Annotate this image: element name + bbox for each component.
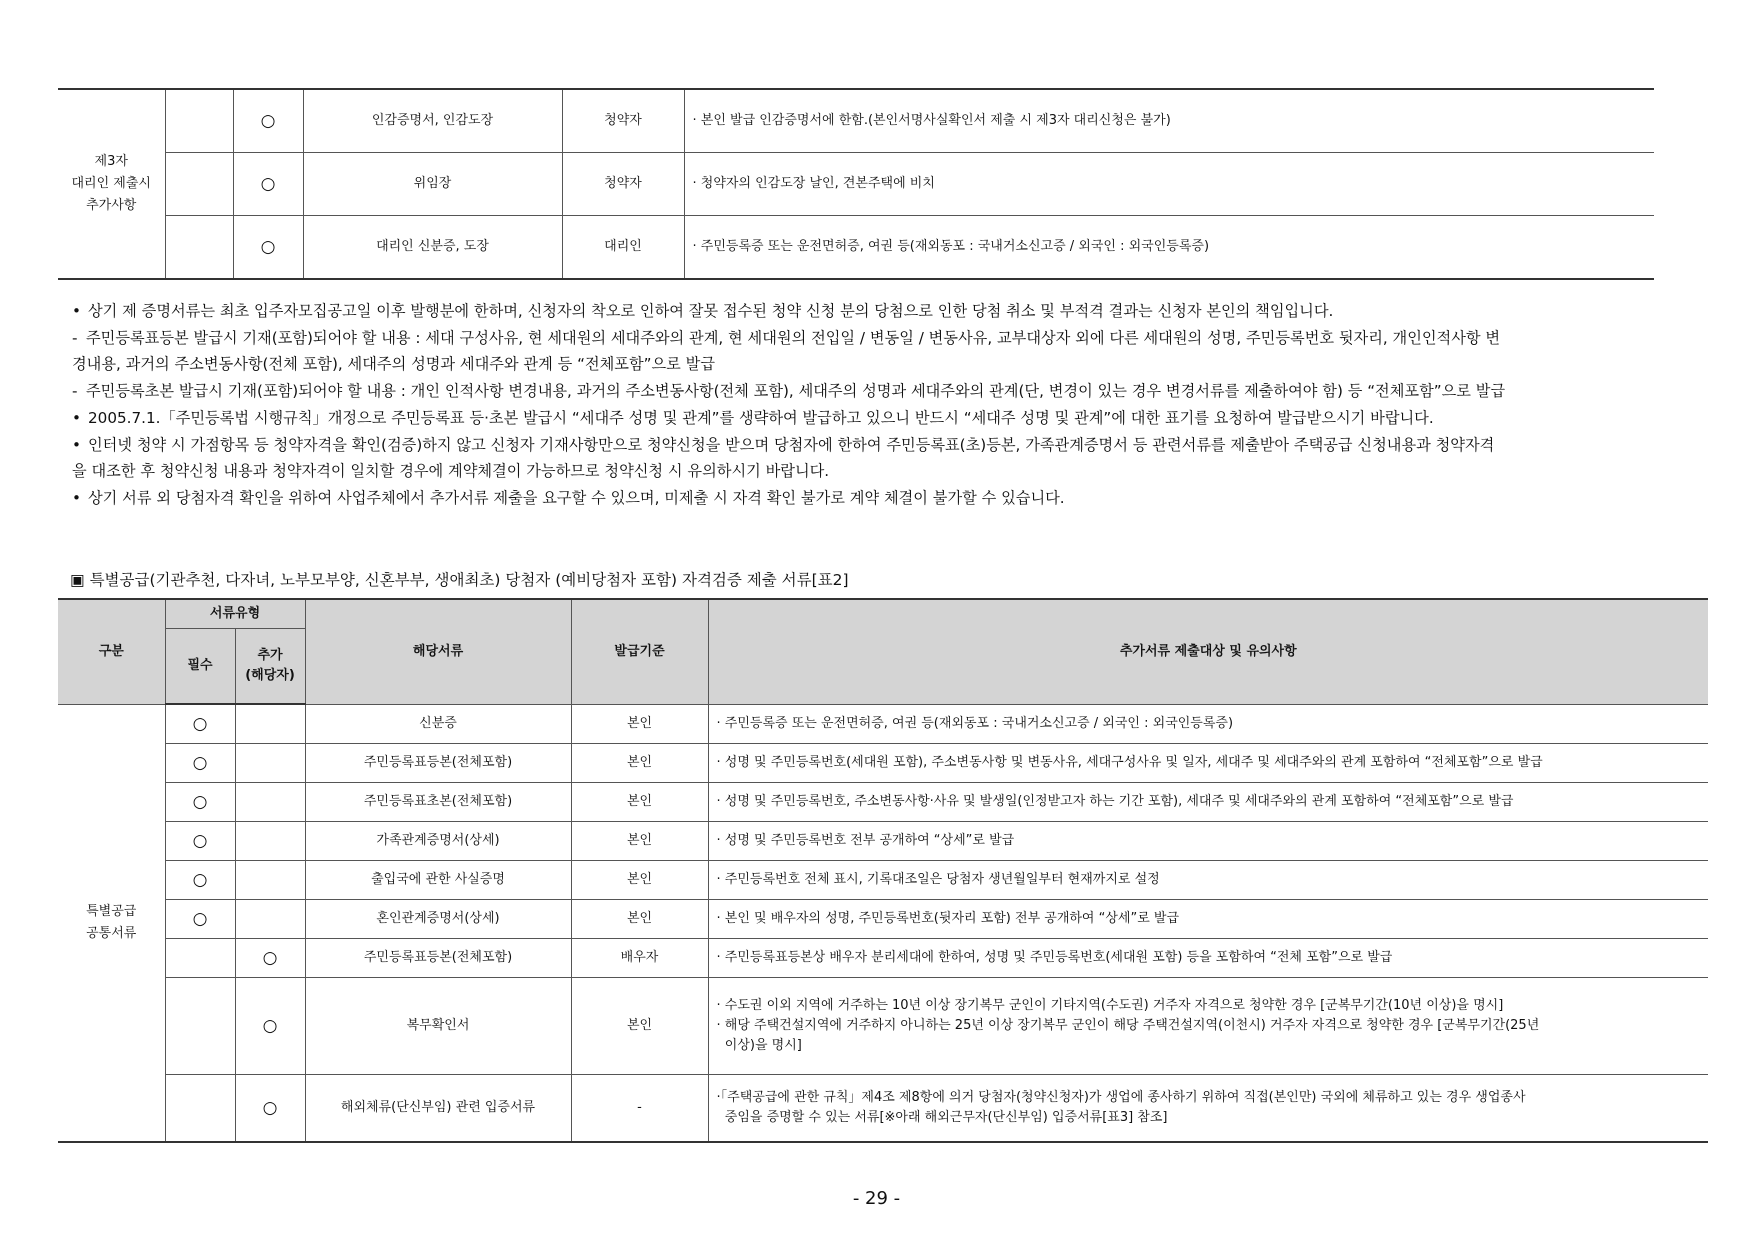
note-text: 상기 제 증명서류는 최초 입주자모집공고일 이후 발행분에 한하며, 신청자의 착오로 인하여 잘못 접수된 청약 신청 분의 당첨으로 인한 당첨 취소 및 부적격 결과는 신청자 본인의 책임입니다. — [88, 302, 1334, 320]
document-name: 복무확인서 — [305, 978, 571, 1075]
note: · 성명 및 주민등록번호(세대원 포함), 주소변동사항 및 변동사유, 세대구성사유 및 일자, 세대주 및 세대주와의 관계 포함하여 “전체포함”으로 발급 — [708, 744, 1708, 783]
additional-mark — [235, 783, 305, 822]
required-mark: ○ — [165, 861, 235, 900]
table-row — [58, 1075, 1708, 1143]
note-item — [72, 378, 1712, 405]
note-item — [72, 405, 1712, 432]
additional-mark: ○ — [233, 89, 303, 153]
required-mark: ○ — [165, 822, 235, 861]
document-name: 주민등록표등본(전체포함) — [305, 744, 571, 783]
header-issuer: 발급기준 — [571, 599, 708, 704]
note: · 주민등록증 또는 운전면허증, 여권 등(재외동포 : 국내거소신고증 / 외국인 : 외국인등록증) — [708, 704, 1708, 744]
issuer: 본인 — [571, 783, 708, 822]
header-additional: 추가 (해당자) — [235, 629, 305, 705]
note-text: 2005.7.1.「주민등록법 시행규칙」개정으로 주민등록표 등·초본 발급시 “세대주 성명 및 관계”를 생략하여 발급하고 있으니 반드시 “세대주 성명 및 관계”에 대한 표기를 요청하여 발급받으시기 바랍니다. — [88, 408, 1434, 427]
required-mark — [165, 216, 233, 280]
table-row — [58, 89, 1654, 153]
table-row — [58, 783, 1708, 822]
additional-mark — [235, 861, 305, 900]
issuer: 청약자 — [562, 89, 684, 153]
table-row — [58, 744, 1708, 783]
document-name: 신분증 — [305, 704, 571, 744]
note: · 수도권 이외 지역에 거주하는 10년 이상 장기복무 군인이 기타지역(수도권) 거주자 자격으로 청약한 경우 [군복무기간(10년 이상)을 명시] · 해당 주택건설지역에 거주하지 아니하는 25년 이상 장기복무 군인이 해당 주택건설지역(이천시) 거주자 자격으로 청약한 경우 [군복무기간(25년 이상)을 명시] — [708, 978, 1708, 1075]
note-text: 을 대조한 후 청약신청 내용과 청약자격이 일치할 경우에 계약체결이 가능하므로 청약신청 시 유의하시기 바랍니다. — [72, 462, 830, 481]
additional-mark: ○ — [233, 216, 303, 280]
note-continuation — [72, 458, 1712, 485]
additional-mark — [235, 744, 305, 783]
document-name: 대리인 신분증, 도장 — [303, 216, 562, 280]
note-item — [72, 325, 1712, 352]
section-title: ▣ 특별공급(기관추천, 다자녀, 노부모부양, 신혼부부, 생애최초) 당첨자 (예비당첨자 포함) 자격검증 제출 서류[표2] — [70, 571, 849, 589]
note: · 본인 및 배우자의 성명, 주민등록번호(뒷자리 포함) 전부 공개하여 “상세”로 발급 — [708, 900, 1708, 939]
table-row — [58, 939, 1708, 978]
additional-mark — [235, 822, 305, 861]
note-text: 상기 서류 외 당첨자격 확인을 위하여 사업주체에서 추가서류 제출을 요구할 수 있으며, 미제출 시 자격 확인 불가로 계약 체결이 불가할 수 있습니다. — [88, 488, 1065, 507]
note-continuation — [72, 351, 1712, 378]
required-mark: ○ — [165, 704, 235, 744]
header-category: 구분 — [58, 599, 165, 704]
bullet: - — [72, 382, 78, 401]
note: · 성명 및 주민등록번호, 주소변동사항·사유 및 발생일(인정받고자 하는 기간 포함), 세대주 및 세대주와의 관계 포함하여 “전체포함”으로 발급 — [708, 783, 1708, 822]
note: · 주민등록번호 전체 표시, 기록대조일은 당첨자 생년월일부터 현재까지로 설정 — [708, 861, 1708, 900]
additional-mark: ○ — [235, 978, 305, 1075]
issuer: - — [571, 1075, 708, 1143]
bullet: • — [72, 408, 81, 427]
note-text: 인터넷 청약 시 가점항목 등 청약자격을 확인(검증)하지 않고 신청자 기재사항만으로 청약신청을 받으며 당첨자에 한하여 주민등록표(초)등본, 가족관계증명서 등 관련서류를 제출받아 주택공급 신청내용과 청약자격 — [88, 435, 1495, 454]
note-item — [72, 432, 1712, 459]
header-document: 해당서류 — [305, 599, 571, 704]
header-doc-type: 서류유형 — [165, 599, 305, 629]
additional-mark: ○ — [235, 939, 305, 978]
required-mark — [165, 939, 235, 978]
document-name: 가족관계증명서(상세) — [305, 822, 571, 861]
issuer: 본인 — [571, 744, 708, 783]
required-mark — [165, 978, 235, 1075]
note-text: 주민등록표등본 발급시 기재(포함)되어야 할 내용 : 세대 구성사유, 현 세대원의 세대주와의 관계, 현 세대원의 전입일 / 변동일 / 변동사유, 교부대상자 외에 다른 세대원의 성명, 주민등록번호 뒷자리, 개인인적사항 변 — [86, 328, 1501, 347]
table-row — [58, 900, 1708, 939]
issuer: 배우자 — [571, 939, 708, 978]
additional-mark: ○ — [233, 153, 303, 216]
required-mark — [165, 153, 233, 216]
required-mark — [165, 89, 233, 153]
proxy-documents-table — [58, 88, 1654, 280]
document-name: 위임장 — [303, 153, 562, 216]
note: · 청약자의 인감도장 날인, 견본주택에 비치 — [684, 153, 1654, 216]
table-row — [58, 978, 1708, 1075]
note-item — [72, 485, 1712, 512]
required-mark: ○ — [165, 744, 235, 783]
note: · 주민등록표등본상 배우자 분리세대에 한하여, 성명 및 주민등록번호(세대원 포함) 등을 포함하여 “전체 포함”으로 발급 — [708, 939, 1708, 978]
table-row — [58, 861, 1708, 900]
note-item — [72, 298, 1712, 325]
bullet: • — [72, 435, 81, 454]
document-name: 해외체류(단신부임) 관련 입증서류 — [305, 1075, 571, 1143]
required-mark — [165, 1075, 235, 1143]
additional-mark: ○ — [235, 1075, 305, 1143]
required-mark: ○ — [165, 783, 235, 822]
required-mark: ○ — [165, 900, 235, 939]
note: · 성명 및 주민등록번호 전부 공개하여 “상세”로 발급 — [708, 822, 1708, 861]
note: ·「주택공급에 관한 규칙」제4조 제8항에 의거 당첨자(청약신청자)가 생업에 종사하기 위하여 직접(본인만) 국외에 체류하고 있는 경우 생업종사 중임을 증명할 수 있는 서류[※아래 해외근무자(단신부임) 입증서류[표3] 참조] — [708, 1075, 1708, 1143]
special-supply-documents-table — [58, 598, 1708, 1143]
document-name: 주민등록표등본(전체포함) — [305, 939, 571, 978]
issuer: 본인 — [571, 822, 708, 861]
document-name: 혼인관계증명서(상세) — [305, 900, 571, 939]
additional-mark — [235, 704, 305, 744]
bullet: • — [72, 488, 81, 507]
bullet: - — [72, 328, 78, 347]
issuer: 본인 — [571, 704, 708, 744]
table-row — [58, 704, 1708, 744]
note: · 주민등록증 또는 운전면허증, 여권 등(재외동포 : 국내거소신고증 / 외국인 : 외국인등록증) — [684, 216, 1654, 280]
table-row — [58, 216, 1654, 280]
note-text: 경내용, 과거의 주소변동사항(전체 포함), 세대주의 성명과 세대주와 관계 등 “전체포함”으로 발급 — [72, 355, 716, 374]
bullet: • — [72, 302, 81, 320]
document-name: 주민등록표초본(전체포함) — [305, 783, 571, 822]
notes-list — [72, 298, 1712, 512]
note: · 본인 발급 인감증명서에 한함.(본인서명사실확인서 제출 시 제3자 대리신청은 불가) — [684, 89, 1654, 153]
document-name: 인감증명서, 인감도장 — [303, 89, 562, 153]
issuer: 본인 — [571, 978, 708, 1075]
note-text: 주민등록초본 발급시 기재(포함)되어야 할 내용 : 개인 인적사항 변경내용, 과거의 주소변동사항(전체 포함), 세대주의 성명과 세대주와의 관계(단, 변경이 있는 경우 변경서류를 제출하여야 함) 등 “전체포함”으로 발급 — [86, 382, 1506, 401]
page-number: - 29 - — [852, 1188, 901, 1209]
group-label: 제3자 대리인 제출시 추가사항 — [58, 89, 165, 279]
issuer: 대리인 — [562, 216, 684, 280]
issuer: 본인 — [571, 900, 708, 939]
document-name: 출입국에 관한 사실증명 — [305, 861, 571, 900]
table-row — [58, 822, 1708, 861]
issuer: 본인 — [571, 861, 708, 900]
table-row — [58, 153, 1654, 216]
header-note: 추가서류 제출대상 및 유의사항 — [708, 599, 1708, 704]
issuer: 청약자 — [562, 153, 684, 216]
header-required: 필수 — [165, 629, 235, 705]
additional-mark — [235, 900, 305, 939]
group-label: 특별공급 공통서류 — [58, 704, 165, 1142]
